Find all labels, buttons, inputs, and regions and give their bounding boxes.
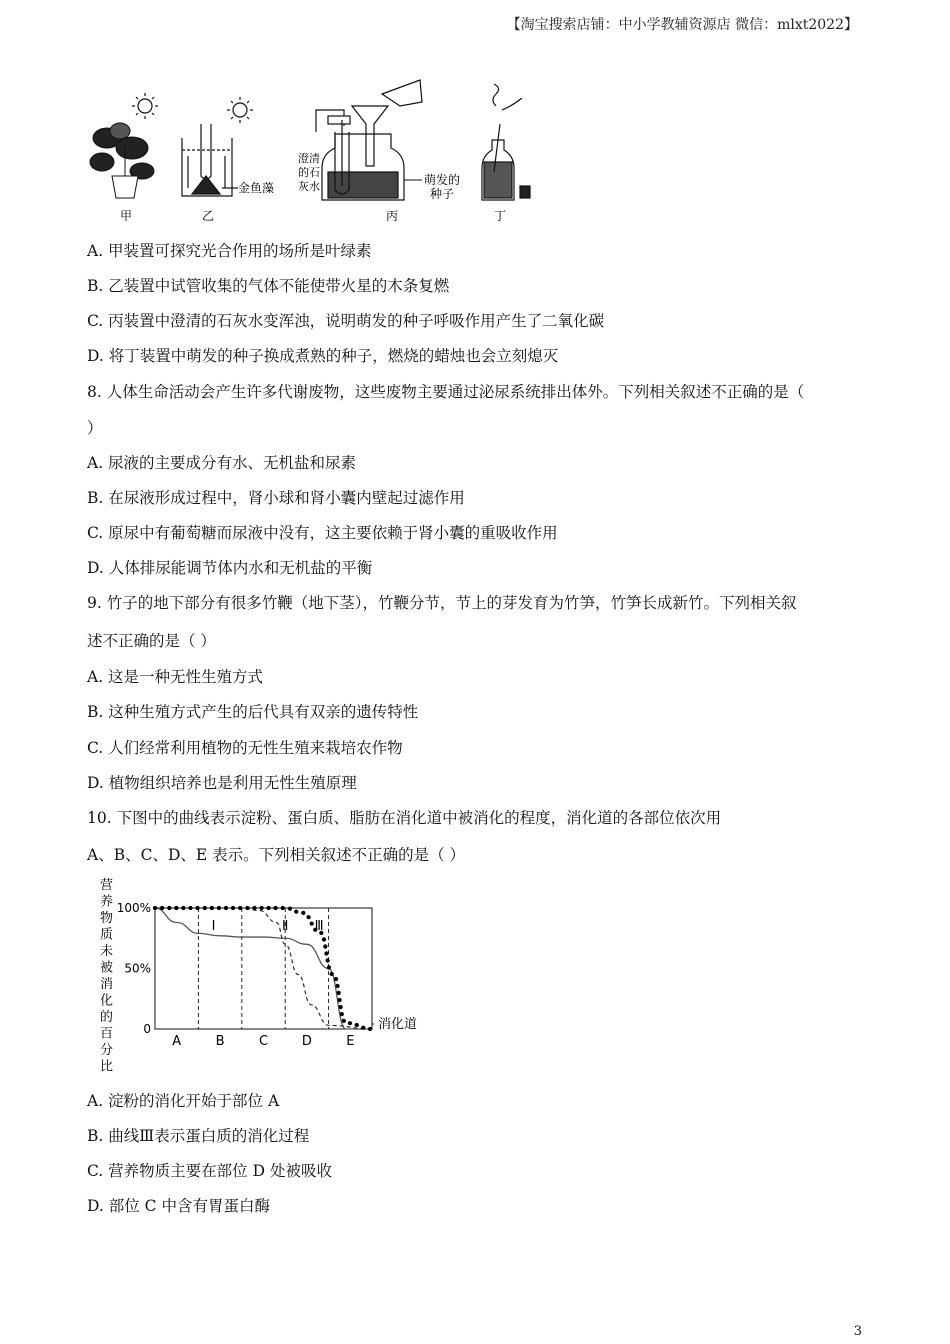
potted-plant	[90, 123, 154, 198]
category-label-b: B	[215, 1034, 225, 1049]
q9-stem-line2: 述不正确的是（ ）	[87, 632, 216, 650]
q9-option-a: A. 这是一种无性生殖方式	[87, 668, 264, 686]
y-label-char: 分	[100, 1043, 114, 1058]
y-axis-label	[100, 878, 113, 1075]
y-tick-label: 0	[143, 1022, 151, 1036]
sprouted-seed-label-2: 种子	[430, 187, 455, 201]
category-label-e: E	[346, 1034, 355, 1049]
goldfish-weed-label: 金鱼藻	[238, 181, 275, 195]
y-label-char: 未	[100, 944, 114, 959]
figure-label-ding: 丁	[494, 209, 507, 223]
q8-option-c: C. 原尿中有葡萄糖而尿液中没有，这主要依赖于肾小囊的重吸收作用	[87, 524, 558, 542]
experiment-figure	[82, 76, 542, 226]
curve-i	[155, 908, 372, 1029]
category-label-d: D	[301, 1034, 312, 1049]
y-label-char: 养	[100, 894, 114, 910]
lime-water-label-3: 灰水	[298, 180, 320, 193]
q10-stem-line1: 10. 下图中的曲线表示淀粉、蛋白质、脂肪在消化道中被消化的程度，消化道的各部位依次用	[87, 809, 722, 827]
q9-option-c: C. 人们经常利用植物的无性生殖来栽培农作物	[87, 739, 403, 757]
q10-option-d: D. 部位 C 中含有胃蛋白酶	[87, 1197, 270, 1215]
series-label-ii: Ⅱ	[281, 918, 289, 934]
q9-stem-line1: 9. 竹子的地下部分有很多竹鞭（地下茎），竹鞭分节，节上的芽发育为竹笋，竹笋长成新竹。下列相关叙	[87, 594, 797, 612]
y-label-char: 物	[100, 911, 114, 926]
q7-option-c: C. 丙装置中澄清的石灰水变浑浊，说明萌发的种子呼吸作用产生了二氧化碳	[87, 312, 605, 330]
figure-label-jia: 甲	[120, 209, 133, 223]
y-label-char: 的	[100, 1010, 114, 1025]
q8-stem-line2: ）	[87, 419, 103, 437]
sun-icon	[227, 97, 253, 123]
y-label-char: 质	[100, 927, 114, 943]
lime-water-label-2: 的石	[298, 166, 320, 179]
y-label-char: 被	[100, 960, 114, 976]
q9-option-b: B. 这种生殖方式产生的后代具有双亲的遗传特性	[87, 703, 419, 721]
y-label-char: 百	[100, 1026, 114, 1042]
y-label-char: 营	[100, 878, 114, 893]
q9-option-d: D. 植物组织培养也是利用无性生殖原理	[87, 774, 357, 792]
y-label-char: 比	[100, 1059, 114, 1075]
figure-label-yi: 乙	[202, 209, 215, 223]
series-label-iii: Ⅲ	[314, 918, 324, 934]
q8-option-a: A. 尿液的主要成分有水、无机盐和尿素	[87, 454, 357, 472]
y-tick-label: 100%	[116, 901, 151, 915]
x-axis-label: 消化道	[378, 1017, 418, 1032]
figure-label-bing: 丙	[386, 209, 399, 223]
page-header: 【淘宝搜索店铺：中小学教辅资源店 微信：mlxt2022】	[506, 17, 858, 33]
lime-water-label-1: 澄清	[298, 152, 320, 165]
q10-option-b: B. 曲线Ⅲ表示蛋白质的消化过程	[87, 1127, 310, 1145]
category-label-c: C	[258, 1034, 269, 1049]
q8-option-d: D. 人体排尿能调节体内水和无机盐的平衡	[87, 559, 373, 577]
page-number: 3	[853, 1324, 862, 1339]
digestion-chart	[90, 875, 430, 1075]
beaker	[182, 124, 238, 196]
candle-jar	[482, 84, 530, 200]
y-label-char: 消	[100, 977, 114, 992]
q8-stem-line1: 8. 人体生命活动会产生许多代谢废物，这些废物主要通过泌尿系统排出体外。下列相关叙述不正确的是（	[87, 383, 805, 401]
q10-option-c: C. 营养物质主要在部位 D 处被吸收	[87, 1162, 332, 1180]
sun-icon	[132, 93, 158, 119]
category-label-a: A	[172, 1034, 182, 1049]
q7-option-a: A. 甲装置可探究光合作用的场所是叶绿素	[87, 242, 372, 260]
q10-option-a: A. 淀粉的消化开始于部位 A	[87, 1092, 280, 1110]
series-label-i: Ⅰ	[211, 918, 216, 934]
sprouted-seed-label-1: 萌发的	[424, 173, 461, 187]
q7-option-b: B. 乙装置中试管收集的气体不能使带火星的木条复燃	[87, 277, 450, 295]
y-tick-label: 50%	[124, 961, 151, 976]
q8-option-b: B. 在尿液形成过程中，肾小球和肾小囊内壁起过滤作用	[87, 489, 465, 507]
q7-option-d: D. 将丁装置中萌发的种子换成煮熟的种子，燃烧的蜡烛也会立刻熄灭	[87, 347, 559, 365]
y-label-char: 化	[100, 993, 114, 1009]
seed-flask	[316, 80, 422, 200]
q10-stem-line2: A、B、C、D、E 表示。下列相关叙述不正确的是（ ）	[87, 846, 466, 864]
